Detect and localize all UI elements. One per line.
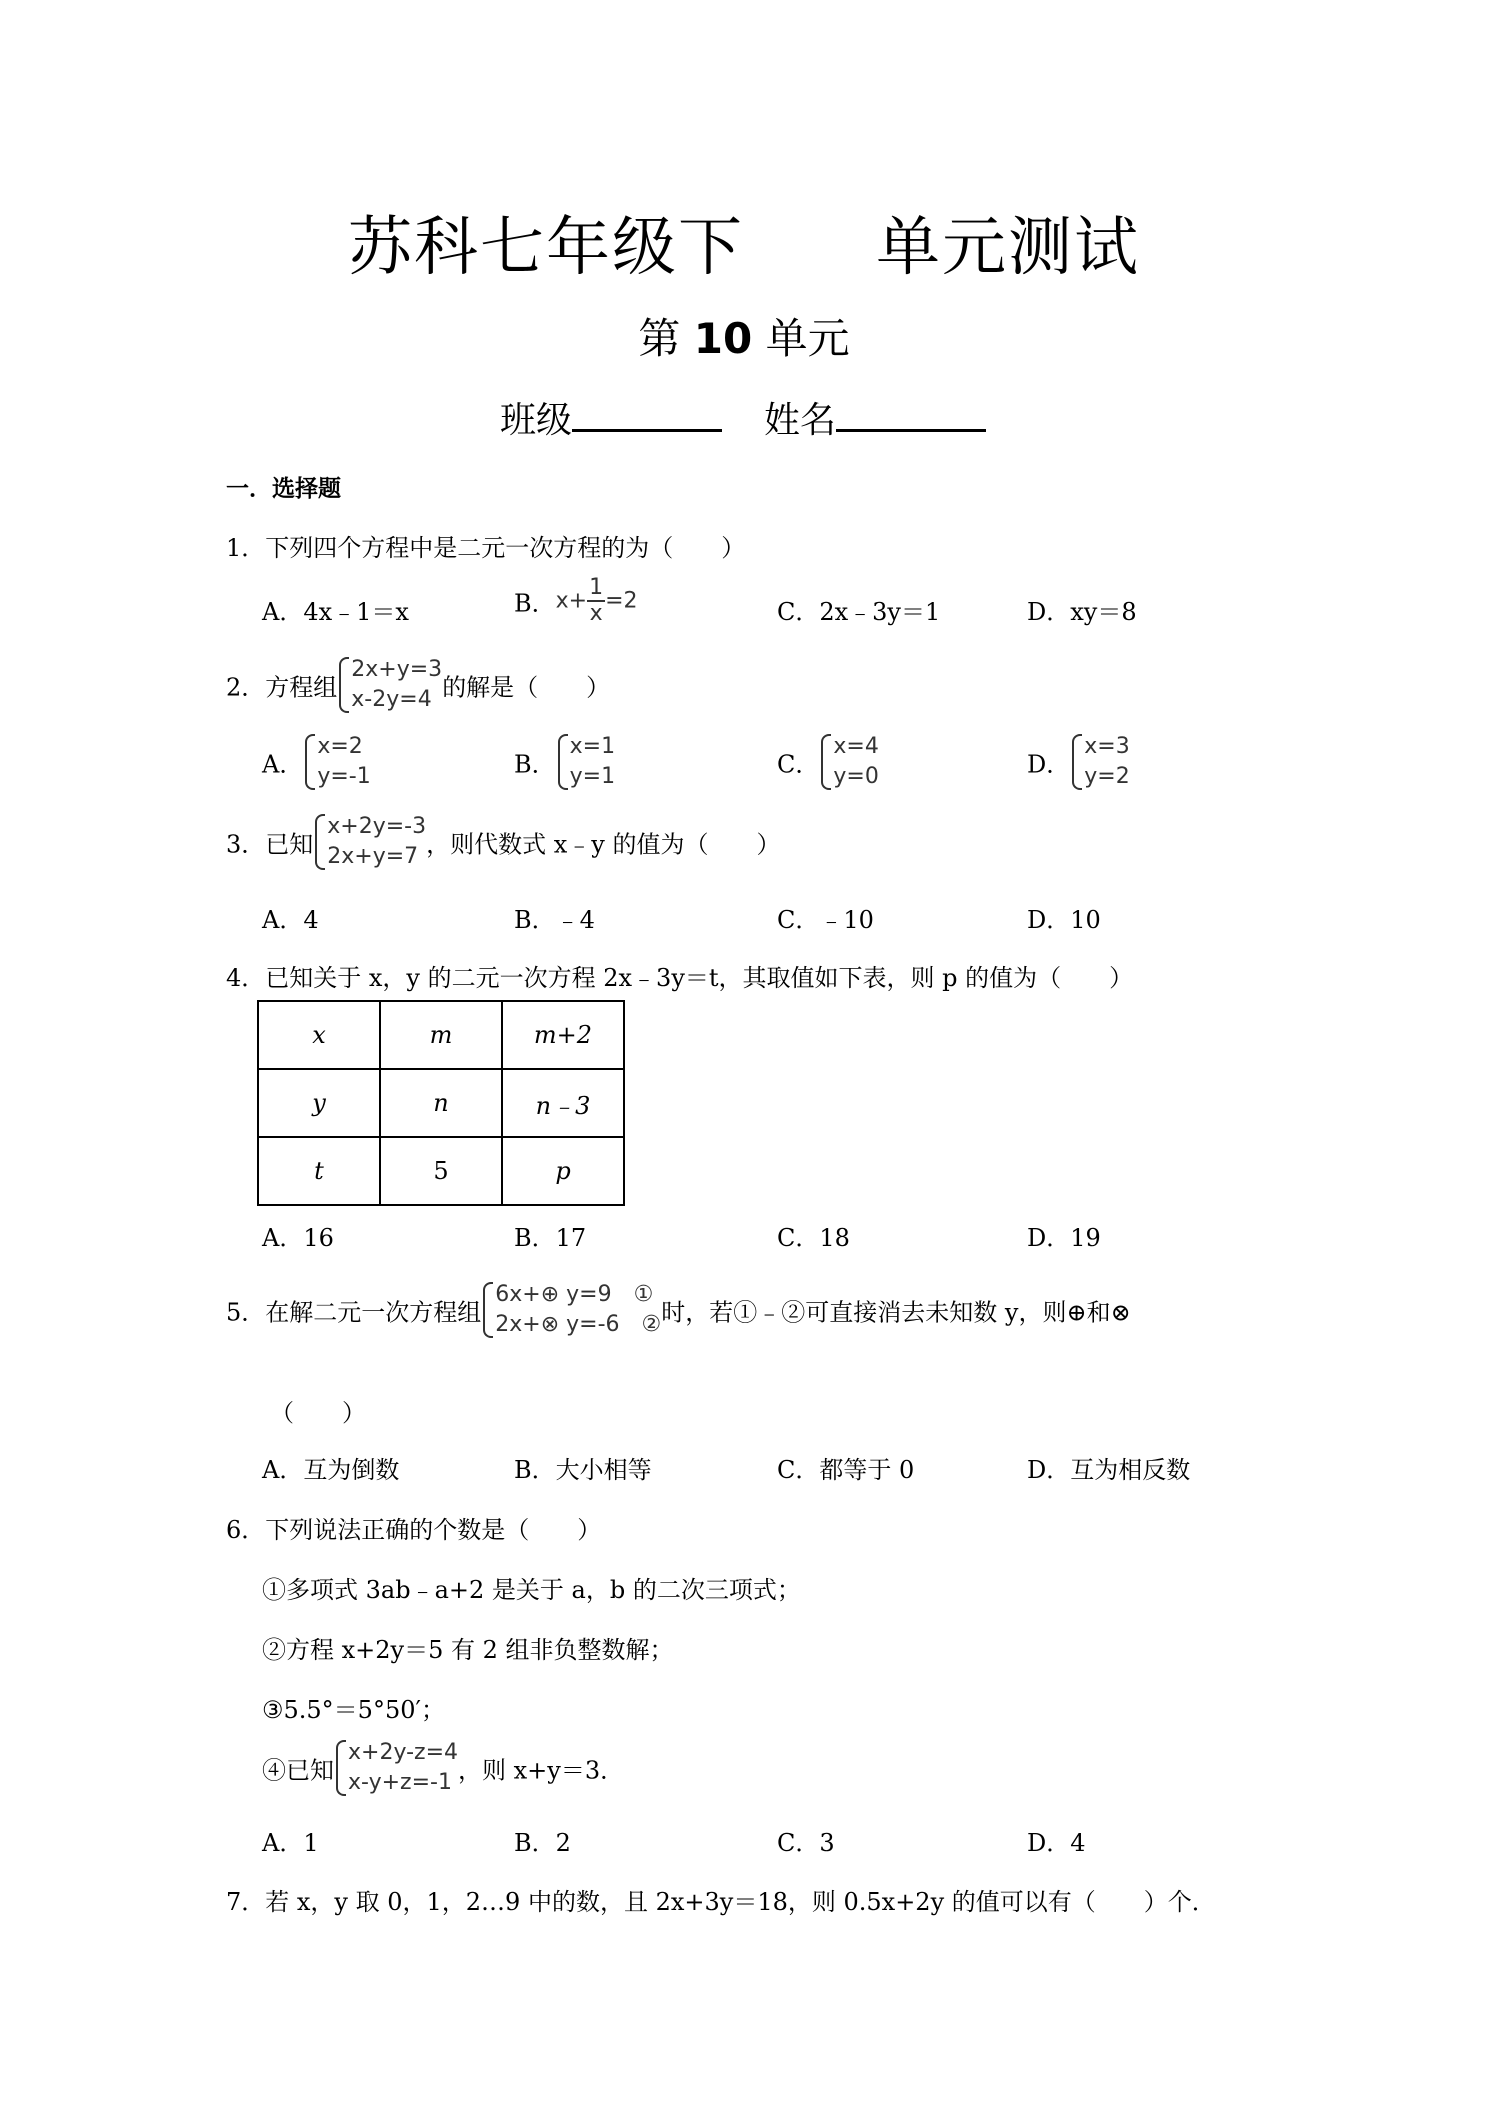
q5-answer-paren: （ ） (270, 1399, 366, 1427)
name-blank[interactable] (836, 395, 986, 432)
q6-option-a: A．1 (262, 1829, 319, 1857)
q3-stem-pre: 3．已知 (226, 830, 314, 859)
q6-s4-post: ，则 x+y＝3． (458, 1756, 625, 1785)
q2-d-label: D． (1027, 750, 1071, 779)
equation-row: x+2y-z=4 (348, 1740, 458, 1765)
equation-system (303, 732, 370, 792)
table-row (258, 1137, 624, 1205)
q4-option-c: C．18 (777, 1224, 850, 1252)
section-title: 一．选择题 (226, 476, 341, 502)
equation-row: x=3 (1084, 734, 1130, 759)
equation-row: 2x+y=3 (351, 657, 443, 682)
equation-row: 2x+y=7 (327, 844, 419, 869)
equation-row: y=-1 (317, 764, 371, 789)
q1-b-pre: x+ (555, 588, 588, 614)
q6-statement-2: ②方程 x+2y＝5 有 2 组非负整数解； (262, 1636, 674, 1664)
question-6-stem: 6．下列说法正确的个数是（ ） (226, 1516, 602, 1544)
class-field (500, 392, 722, 443)
equation-row: y=0 (833, 764, 879, 789)
table-cell: m (380, 1001, 502, 1069)
equation-row: 6x+⊕ y=9 ① (495, 1282, 654, 1307)
q6-s4-pre: ④已知 (262, 1756, 334, 1785)
q2-a-label: A． (262, 750, 304, 779)
q6-option-d: D．4 (1027, 1829, 1086, 1857)
table-cell: m+2 (502, 1001, 624, 1069)
question-7-stem: 7．若 x，y 取 0，1，2…9 中的数，且 2x+3y＝18，则 0.5x+2y 的值可以有（ ）个． (226, 1888, 1216, 1916)
q2-b-label: B． (514, 750, 556, 779)
q4-option-d: D．19 (1027, 1224, 1101, 1252)
equation-row: y=2 (1084, 764, 1130, 789)
name-field (764, 392, 986, 443)
equation-system (1070, 732, 1129, 792)
q2-stem-pre: 2．方程组 (226, 673, 338, 702)
class-label: 班级 (500, 400, 573, 441)
q5-stem-pre: 5．在解二元一次方程组 (226, 1298, 482, 1327)
question-2-stem (226, 655, 610, 715)
equation-row: x-2y=4 (351, 687, 432, 712)
q1-option-b-label: B． (514, 589, 556, 618)
q2-option-a (262, 732, 371, 792)
question-1-stem: 1．下列四个方程中是二元一次方程的为（ ） (226, 534, 746, 562)
equation-system (334, 1738, 458, 1798)
table-row (258, 1069, 624, 1137)
equation-row: x-y+z=-1 (348, 1770, 452, 1795)
subtitle-number: 10 (693, 314, 753, 363)
equation-row: x=4 (833, 734, 879, 759)
equation-row: x=1 (569, 734, 616, 759)
q1-option-c: C．2x﹣3y＝1 (777, 598, 941, 626)
q6-statement-1: ①多项式 3ab﹣a+2 是关于 a，b 的二次三项式； (262, 1576, 801, 1604)
q2-c-label: C． (777, 750, 820, 779)
equation-row: y=1 (569, 764, 616, 789)
q2-option-b (514, 732, 615, 792)
q1-option-b (514, 576, 638, 626)
table-cell: x (258, 1001, 380, 1069)
table-cell: p (502, 1137, 624, 1205)
equation-system (337, 655, 442, 715)
q3-option-d: D．10 (1027, 906, 1101, 934)
name-label: 姓名 (764, 400, 837, 441)
q3-option-a: A．4 (262, 906, 319, 934)
q5-stem-post: 时，若①﹣②可直接消去未知数 y，则⊕和⊗ (661, 1298, 1131, 1327)
q6-option-c: C．3 (777, 1829, 835, 1857)
q5-option-d: D．互为相反数 (1027, 1456, 1191, 1484)
q6-statement-4 (262, 1738, 624, 1798)
value-table (257, 1000, 625, 1206)
question-5-stem (226, 1280, 1131, 1340)
equation-row: x=2 (317, 734, 363, 759)
table-cell: n (380, 1069, 502, 1137)
question-4-stem: 4．已知关于 x，y 的二元一次方程 2x﹣3y＝t，其取值如下表，则 p 的值为（ ） (226, 964, 1134, 992)
subtitle-suffix: 单元 (752, 314, 850, 363)
q6-option-b: B．2 (514, 1829, 571, 1857)
equation-system (313, 812, 426, 872)
fraction-numerator: 1 (589, 575, 604, 600)
table-cell: t (258, 1137, 380, 1205)
subtitle-prefix: 第 (638, 314, 694, 363)
q3-option-b: B．﹣4 (514, 906, 595, 934)
equation-system (481, 1280, 661, 1340)
class-blank[interactable] (572, 395, 722, 432)
equation-system (556, 732, 615, 792)
q1-option-a: A．4x﹣1＝x (262, 598, 409, 626)
question-3-stem (226, 812, 780, 872)
table-cell: n﹣3 (502, 1069, 624, 1137)
q5-option-c: C．都等于 0 (777, 1456, 915, 1484)
table-row (258, 1001, 624, 1069)
q3-stem-post: ，则代数式 x﹣y 的值为（ ） (426, 830, 781, 859)
unit-subtitle (0, 306, 1488, 366)
q5-option-a: A．互为倒数 (262, 1456, 400, 1484)
q4-option-b: B．17 (514, 1224, 587, 1252)
fraction (587, 576, 605, 626)
equation-system (819, 732, 878, 792)
table-cell: y (258, 1069, 380, 1137)
fraction-denominator: x (589, 601, 603, 626)
table-cell: 5 (380, 1137, 502, 1205)
q1-b-post: =2 (605, 588, 638, 614)
equation-row: 2x+⊗ y=-6 ② (495, 1312, 662, 1337)
q6-statement-3: ③5.5°＝5°50′； (262, 1696, 445, 1724)
q2-stem-post: 的解是（ ） (442, 673, 611, 702)
q1-option-d: D．xy＝8 (1027, 598, 1137, 626)
page-title: 苏科七年级下 单元测试 (348, 211, 1140, 285)
equation-row: x+2y=-3 (327, 814, 427, 839)
q2-option-c (777, 732, 879, 792)
q4-option-a: A．16 (262, 1224, 334, 1252)
q3-option-c: C．﹣10 (777, 906, 874, 934)
q5-option-b: B．大小相等 (514, 1456, 652, 1484)
q2-option-d (1027, 732, 1130, 792)
